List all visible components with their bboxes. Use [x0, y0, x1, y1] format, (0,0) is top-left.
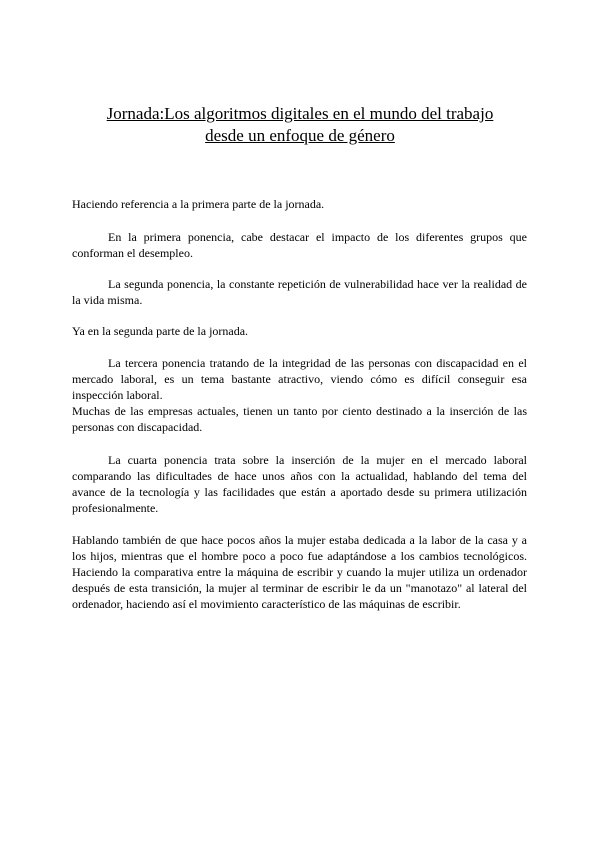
paragraph-first-talk: En la primera ponencia, cabe destacar el impacto de los diferentes grupos que conforman el desempleo.	[72, 230, 527, 260]
paragraph-intro-first-part: Haciendo referencia a la primera parte de la jornada.	[72, 197, 325, 211]
paragraph-third-talk: La tercera ponencia tratando de la integridad de las personas con discapacidad en el mercado laboral, es un tema bastante atractivo, viendo cómo es difícil conseguir esa inspección laboral.	[72, 356, 527, 402]
paragraph-companies: Muchas de las empresas actuales, tienen un tanto por ciento destinado a la inserción de las personas con discapacidad.	[72, 404, 527, 434]
paragraph-second-talk: La segunda ponencia, la constante repetición de vulnerabilidad hace ver la realidad de la vida misma.	[72, 277, 527, 307]
paragraph-fourth-talk: La cuarta ponencia trata sobre la inserción de la mujer en el mercado laboral comparando las dificultades de hace unos años con la actualidad, hablando del tema del avance de la tecnología y las facilidades que están a aportado desde su primera utilización profesionalmente.	[72, 453, 527, 515]
paragraph-intro-second-part: Ya en la segunda parte de la jornada.	[72, 324, 249, 338]
paragraph-typewriter: Hablando también de que hace pocos años la mujer estaba dedicada a la labor de la casa y a los hijos, mientras que el hombre poco a poco fue adaptándose a los cambios tecnológicos. Haciendo la comparativa entre la máquina de escribir y cuando la mujer utiliza un ordenador después de esta transición, la mujer al terminar de escribir le da un "manotazo" al lateral del ordenador, haciendo así el movimiento característico de las máquinas de escribir.	[72, 533, 527, 611]
document-title	[60, 103, 540, 147]
title-line-1: Jornada:Los algoritmos digitales en el mundo del trabajo	[106, 104, 494, 123]
title-line-2: desde un enfoque de género	[205, 126, 395, 145]
